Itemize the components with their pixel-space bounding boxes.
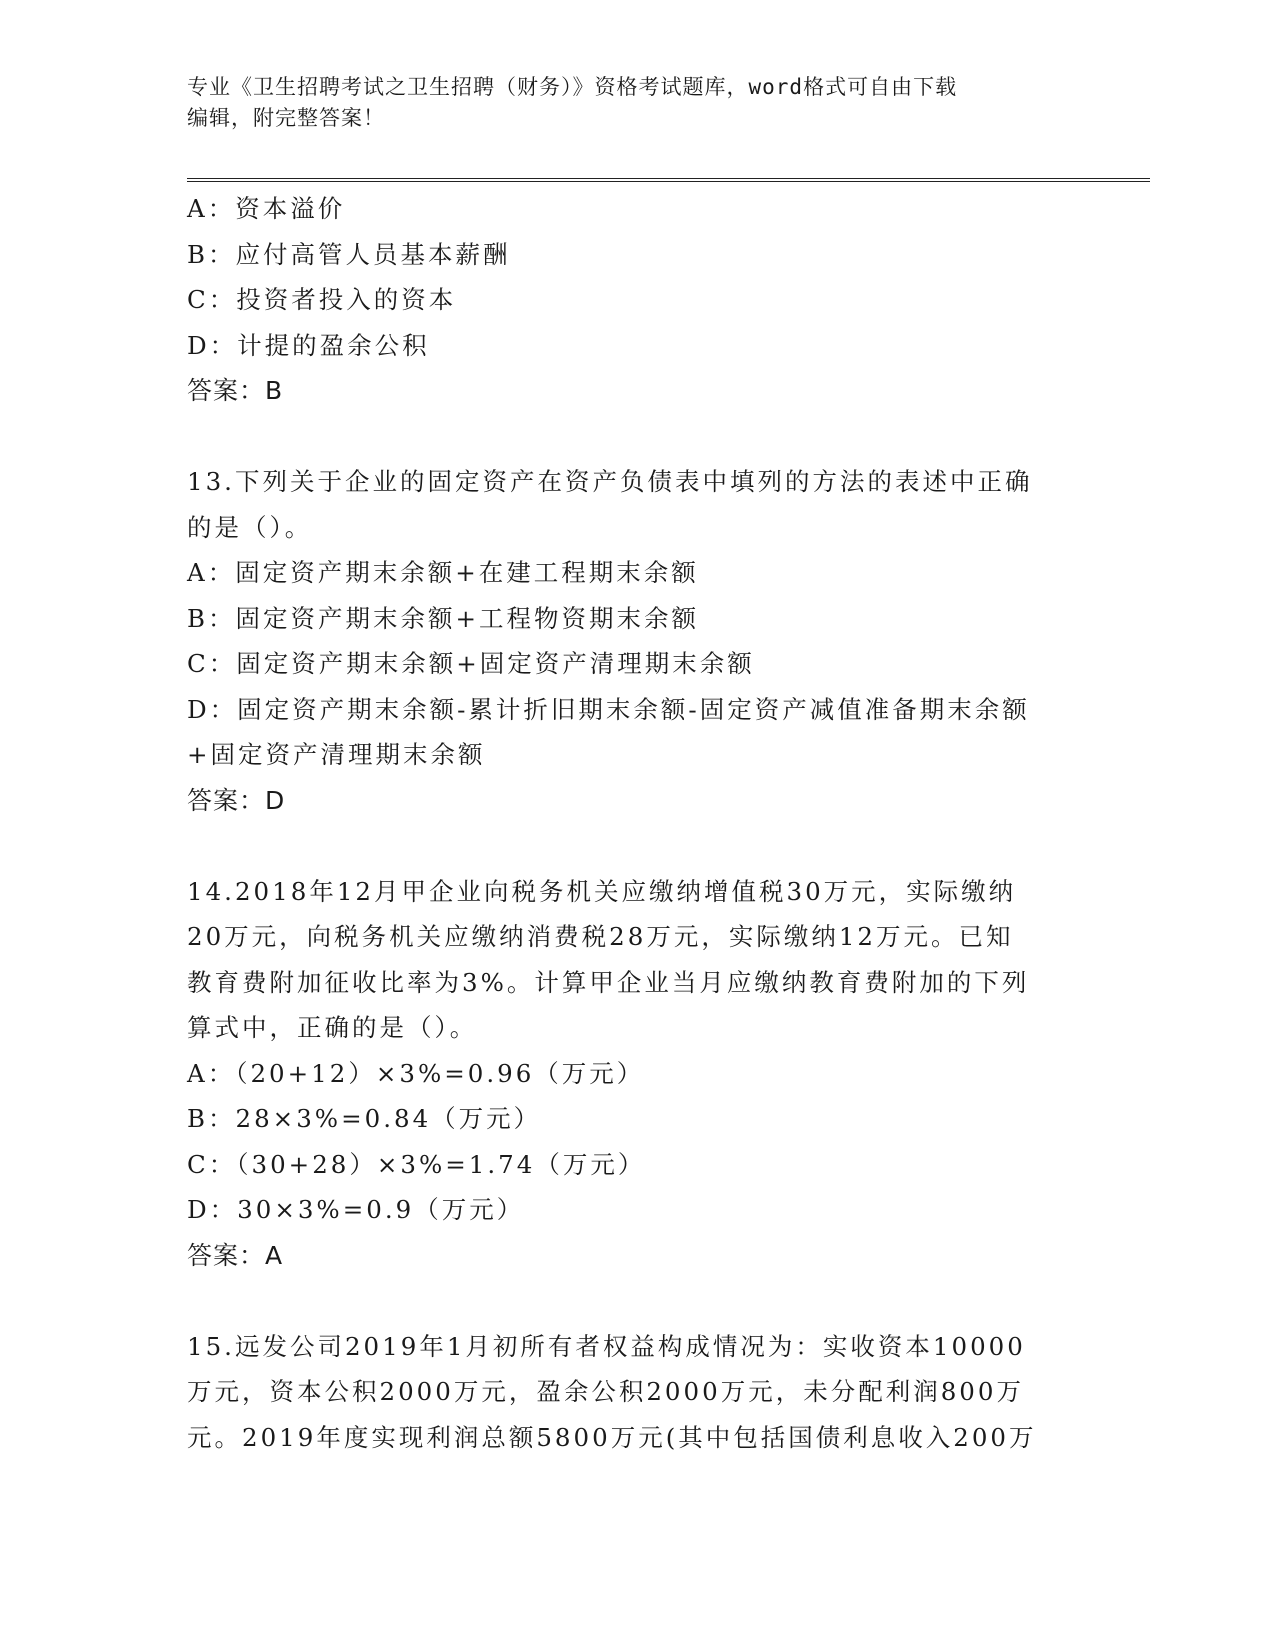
header-divider <box>187 178 1150 182</box>
question-15-stem-line-2: 万元，资本公积2000万元，盈余公积2000万元，未分配利润800万 <box>187 1377 1024 1406</box>
question-14 <box>187 869 1077 1233</box>
question-14-stem-line-3: 教育费附加征收比率为3%。计算甲企业当月应缴纳教育费附加的下列 <box>187 967 1030 997</box>
question-13-stem-line-1: 13.下列关于企业的固定资产在资产负债表中填列的方法的表述中正确 <box>187 467 1033 496</box>
question-12-answer: 答案：B <box>187 376 284 405</box>
question-15-stem-line-1: 15.远发公司2019年1月初所有者权益构成情况为：实收资本10000 <box>187 1331 1026 1361</box>
option-d: D：30×3%=0.9（万元） <box>187 1195 525 1224</box>
option-b: B：28×3%=0.84（万元） <box>187 1104 542 1133</box>
header-line-2: 编辑，附完整答案！ <box>187 106 385 130</box>
question-14-stem-line-4: 算式中，正确的是（）。 <box>187 1013 478 1042</box>
spacer <box>187 1278 1077 1324</box>
question-13 <box>187 459 1077 778</box>
question-15 <box>187 1324 1077 1461</box>
option-c: C：投资者投入的资本 <box>187 285 457 314</box>
option-c: C：固定资产期末余额+固定资产清理期末余额 <box>187 649 755 678</box>
option-d: D：固定资产期末余额-累计折旧期末余额-固定资产减值准备期末余额 <box>187 694 1030 724</box>
spacer <box>187 414 1077 460</box>
option-d-continued: +固定资产清理期末余额 <box>187 740 486 769</box>
question-14-stem-line-2: 20万元，向税务机关应缴纳消费税28万元，实际缴纳12万元。已知 <box>187 922 1014 951</box>
option-a: A：固定资产期末余额+在建工程期末余额 <box>187 558 699 587</box>
question-12-options <box>187 186 1077 368</box>
option-c: C：（30+28）×3%=1.74（万元） <box>187 1149 646 1179</box>
option-b: B：应付高管人员基本薪酬 <box>187 239 511 269</box>
option-d: D：计提的盈余公积 <box>187 330 430 360</box>
spacer <box>187 823 1077 869</box>
header-line-1: 专业《卫生招聘考试之卫生招聘（财务）》资格考试题库，word格式可自由下载 <box>187 75 958 99</box>
question-14-answer: 答案：A <box>187 1240 284 1270</box>
document-header <box>187 72 1067 134</box>
question-13-stem-line-2: 的是（）。 <box>187 512 313 542</box>
document-body <box>187 186 1077 1460</box>
question-14-stem-line-1: 14.2018年12月甲企业向税务机关应缴纳增值税30万元，实际缴纳 <box>187 876 1017 906</box>
option-b: B：固定资产期末余额+工程物资期末余额 <box>187 603 700 633</box>
option-a: A：资本溢价 <box>187 194 346 223</box>
question-15-stem-line-3: 元。2019年度实现利润总额5800万元(其中包括国债利息收入200万 <box>187 1422 1037 1452</box>
question-13-answer: 答案：D <box>187 785 286 815</box>
option-a: A：（20+12）×3%=0.96（万元） <box>187 1058 645 1088</box>
